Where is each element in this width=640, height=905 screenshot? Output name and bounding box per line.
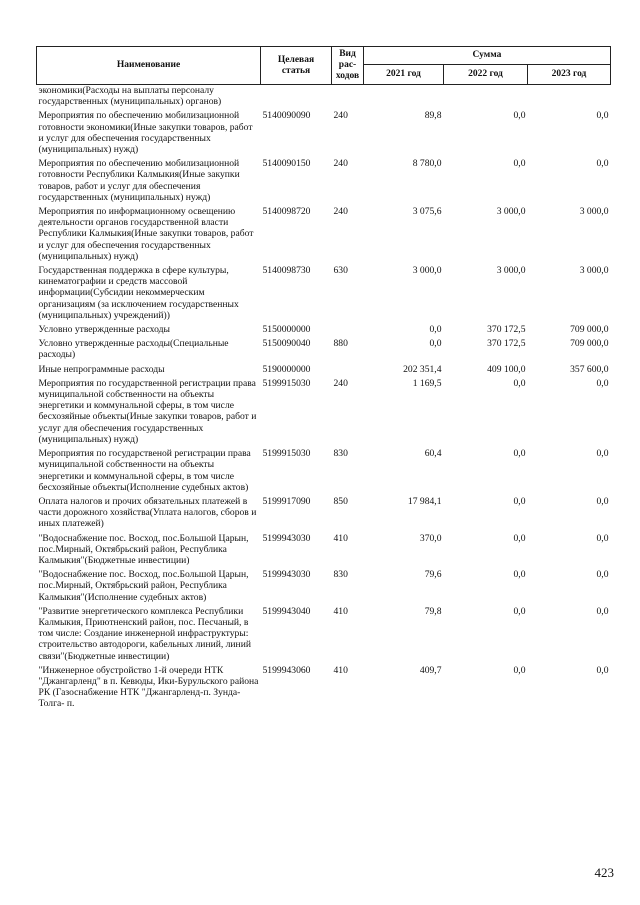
row-value-2023 [528, 85, 611, 111]
table-row [37, 364, 611, 378]
table-header [37, 47, 611, 85]
row-value-2021: 0,0 [429, 324, 442, 336]
row-value-2021: 3 000,0 [412, 265, 442, 277]
row-name: экономики(Расходы на выплаты персоналу государственных (муниципальных) органов) [38, 85, 222, 108]
row-vid: 240 [333, 158, 348, 170]
row-code: 5150000000 [262, 324, 311, 336]
row-code: 5199915030 [262, 377, 311, 389]
row-vid [332, 324, 364, 338]
row-code: 5199943030 [262, 532, 311, 544]
row-name: Мероприятия по обеспечению мобилизационной готовности Республики Калмыкия(Иные закупки товаров, работ и услуг для обеспечения государственных (муниципальных) нужд) [38, 158, 240, 203]
row-code: 5140098730 [262, 265, 311, 277]
row-code: 5199943060 [262, 664, 311, 676]
row-name: "Водоснабжение пос. Восход, пос.Большой Царын, пос.Мирный, Октябрьский район, Республика Калмыкия"(Бюджетные инвестиции) [38, 532, 249, 566]
header-vid: Вид рас-ходов [332, 47, 364, 85]
header-2023: 2023 год [528, 65, 611, 85]
row-value-2022 [444, 85, 528, 111]
row-value-2022: 0,0 [513, 495, 526, 507]
row-vid: 410 [333, 605, 348, 617]
row-name: Мероприятия по государственой регистрации права муниципальной собственности на объекты энергетики и коммунальной сферы, в том числе бесхозяйные объекты(Исполнение судебных актов) [38, 448, 251, 493]
row-vid: 410 [333, 532, 348, 544]
row-vid: 830 [333, 569, 348, 581]
table-row [37, 85, 611, 111]
table-row [37, 448, 611, 496]
row-code: 5199915030 [262, 448, 311, 460]
row-value-2023: 3 000,0 [579, 206, 609, 218]
header-name: Наименование [37, 47, 261, 85]
row-value-2023: 0,0 [596, 605, 609, 617]
row-vid: 630 [333, 265, 348, 277]
table-row [37, 378, 611, 448]
table-row [37, 324, 611, 338]
row-value-2023: 357 600,0 [570, 363, 609, 375]
row-name: Оплата налогов и прочих обязательных платежей в части дорожного хозяйства(Уплата налогов, сборов и иных платежей) [38, 495, 257, 530]
row-value-2023: 0,0 [596, 569, 609, 581]
row-name: Условно утвержденные расходы [38, 324, 170, 336]
row-vid: 880 [333, 338, 348, 350]
table-row [37, 533, 611, 570]
row-value-2021: 60,4 [424, 448, 442, 460]
row-code: 5199917090 [262, 495, 311, 507]
row-value-2022: 370 172,5 [487, 324, 526, 336]
row-value-2021: 409,7 [419, 664, 442, 676]
row-value-2021: 79,6 [424, 569, 442, 581]
page-number: 423 [594, 865, 614, 880]
row-value-2023: 3 000,0 [579, 265, 609, 277]
row-value-2023: 0,0 [596, 110, 609, 122]
row-vid: 410 [333, 664, 348, 676]
row-code: 5150090040 [262, 338, 311, 350]
row-value-2021: 17 984,1 [407, 495, 442, 507]
row-name: Условно утвержденные расходы(Специальные расходы) [38, 338, 229, 361]
row-value-2021: 79,8 [424, 605, 442, 617]
table-row [37, 496, 611, 533]
table-row [37, 338, 611, 363]
row-value-2021 [364, 85, 444, 111]
row-code: 5140090150 [262, 158, 311, 170]
row-value-2023: 0,0 [596, 495, 609, 507]
row-value-2023: 0,0 [596, 532, 609, 544]
row-value-2022: 0,0 [513, 448, 526, 460]
row-value-2022: 3 000,0 [496, 206, 526, 218]
row-value-2021: 0,0 [429, 338, 442, 350]
header-2022: 2022 год [444, 65, 528, 85]
row-value-2022: 0,0 [513, 569, 526, 581]
table-row [37, 110, 611, 158]
row-value-2022: 0,0 [513, 110, 526, 122]
table-row [37, 265, 611, 324]
row-value-2023: 0,0 [596, 448, 609, 460]
budget-table [36, 46, 611, 713]
row-name: Мероприятия по информационному освещению деятельности органов государственной власти Республики Калмыкия(Иные закупки товаров, работ и услуг для обеспечения государственных (муниципальных) нужд) [38, 206, 254, 262]
row-value-2021: 8 780,0 [412, 158, 442, 170]
row-vid [332, 364, 364, 378]
row-value-2023: 709 000,0 [570, 338, 609, 350]
row-name: "Водоснабжение пос. Восход, пос.Большой Царын, пос.Мирный, Октябрьский район, Республика Калмыкия"(Исполнение судебных актов) [38, 569, 249, 603]
row-name: Мероприятия по обеспечению мобилизационной готовности экономики(Иные закупки товаров, работ и услуг для обеспечения государственных (муниципальных) нужд) [38, 110, 253, 156]
row-value-2022: 0,0 [513, 605, 526, 617]
row-name: "Инженерное обустройство 1-й очереди НТК "Джангарленд" в п. Кевюды, Ики-Бурульского района РК (Газоснабжение НТК "Джангарленд-п. Зунда-Толга- п. [38, 664, 259, 710]
row-value-2022: 0,0 [513, 158, 526, 170]
row-code: 5190000000 [262, 363, 311, 375]
row-value-2023: 0,0 [596, 158, 609, 170]
row-value-2021: 3 075,6 [412, 206, 442, 218]
row-name: Мероприятия по государственной регистрации права муниципальной собственности на объекты энергетики и коммунальной сферы, в том числе бесхозяйные объекты(Иные закупки товаров, работ и услуг для обеспечения государственных (муниципальных) нужд) [38, 377, 257, 445]
table-row [37, 606, 611, 665]
row-vid: 240 [333, 110, 348, 122]
row-value-2022: 3 000,0 [496, 265, 526, 277]
header-code: Целевая статья [261, 47, 332, 85]
row-value-2022: 409 100,0 [487, 363, 526, 375]
row-code [261, 85, 332, 111]
row-value-2021: 202 351,4 [403, 363, 442, 375]
row-value-2022: 0,0 [513, 532, 526, 544]
table-row [37, 158, 611, 206]
table-body [37, 85, 611, 713]
row-value-2022: 0,0 [513, 664, 526, 676]
row-value-2021: 370,0 [419, 532, 442, 544]
header-sum: Сумма [364, 47, 611, 65]
row-code: 5140098720 [262, 206, 311, 218]
row-value-2021: 89,8 [424, 110, 442, 122]
row-name: Государственная поддержка в сфере культуры, кинематографии и средств массовой информации(Субсидии некоммерческим организациям (за исключением государственных (муниципальных) учреждений)) [38, 265, 239, 321]
row-value-2023: 709 000,0 [570, 324, 609, 336]
row-value-2022: 370 172,5 [487, 338, 526, 350]
table-row [37, 569, 611, 606]
row-code: 5199943030 [262, 569, 311, 581]
row-vid: 240 [333, 206, 348, 218]
row-vid [332, 85, 364, 111]
table-row [37, 665, 611, 713]
row-vid: 830 [333, 448, 348, 460]
row-value-2021: 1 169,5 [412, 377, 442, 389]
row-code: 5140090090 [262, 110, 311, 122]
row-value-2023: 0,0 [596, 664, 609, 676]
row-value-2023: 0,0 [596, 377, 609, 389]
row-name: Иные непрограммные расходы [38, 363, 165, 375]
header-2021: 2021 год [364, 65, 444, 85]
row-vid: 850 [333, 495, 348, 507]
table-row [37, 206, 611, 265]
row-vid: 240 [333, 377, 348, 389]
row-value-2022: 0,0 [513, 377, 526, 389]
row-name: "Развитие энергетического комплекса Республики Калмыкия, Приютненский район, пос. Песчаный, в том числе: Создание инженерной инфраструктуры: строительство автодороги, кабельных линий, линий связи"(Бюджетные инвестиции) [38, 605, 251, 662]
row-code: 5199943040 [262, 605, 311, 617]
